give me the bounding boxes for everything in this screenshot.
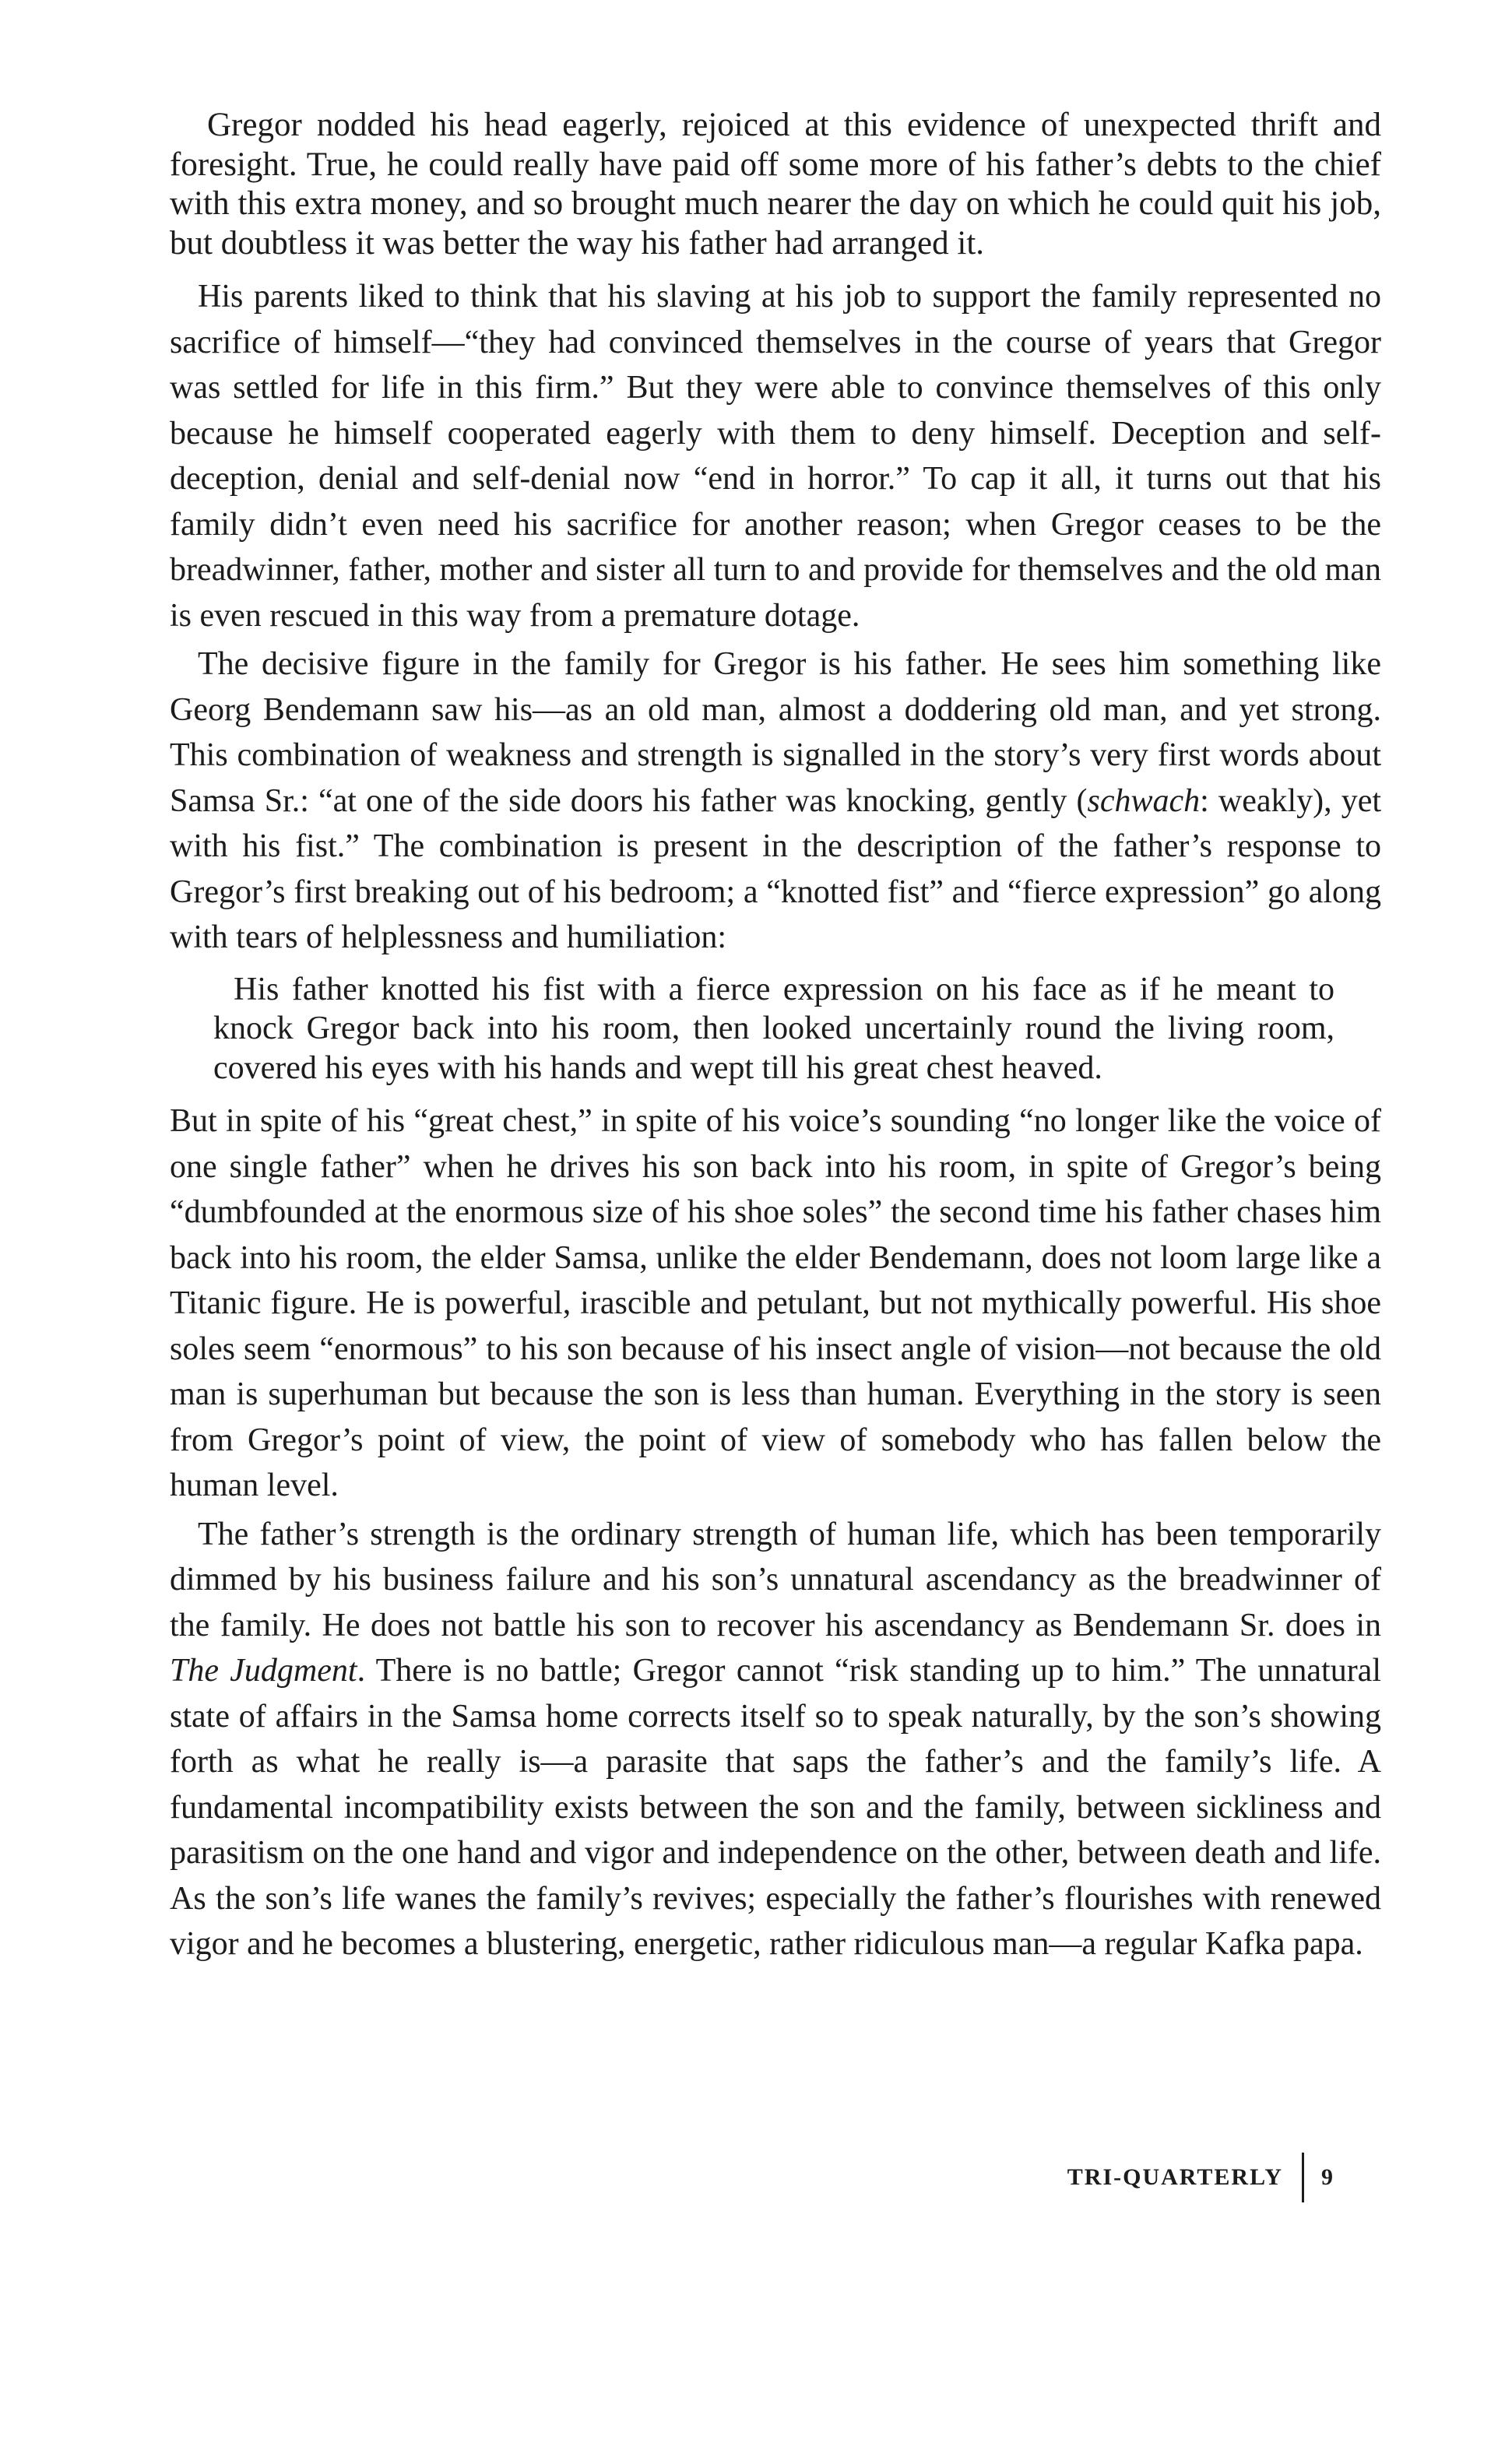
page-number: 9: [1321, 2164, 1334, 2190]
paragraph-2-text: His parents liked to think that his slaving at his job to support the family represented no sacrifice of himself—“they had convinced themselves in the course of years that Gregor was settled for life in this firm.” But they were able to convince themselves of this only because he himself cooperated eagerly with them to deny himself. Deception and self-deception, denial and self-denial now “end in horror.” To cap it all, it turns out that his family didn’t even need his sacrifice for another reason; when Gregor ceases to be the breadwinner, father, mother and sister all turn to and provide for themselves and the old man is even rescued in this way from a premature dotage.: [170, 279, 1381, 634]
paragraph-2: [170, 274, 1381, 638]
paragraph-5-text-a: The father’s strength is the ordinary strength of human life, which has been temporarily dimmed by his business failure and his son’s unnatural ascendancy as the breadwinner of the family. He does not battle his son to recover his ascendancy as Bendemann Sr. does in: [170, 1516, 1381, 1643]
paragraph-5-text-b: . There is no battle; Gregor cannot “risk standing up to him.” The unnatural state of affairs in the Samsa home corrects itself so to speak naturally, by the son’s showing forth as what he really is—a parasite that saps the father’s and the family’s life. A fundamental incompatibility exists between the son and the family, between sickliness and parasitism on the one hand and vigor and independence on the other, between death and life. As the son’s life wanes the family’s revives; especially the father’s flourishes with renewed vigor and he becomes a blustering, energetic, rather ridiculous man—a regular Kafka papa.: [170, 1653, 1381, 1962]
paragraph-1-text: Gregor nodded his head eagerly, rejoiced at this evidence of unexpected thrift and foresight. True, he could really have paid off some more of his father’s debts to the chief with this extra money, and so brought much nearer the day on which he could quit his job, but doubtless it was better the way his father had arranged it.: [170, 107, 1381, 262]
block-quote: [213, 970, 1334, 1088]
paragraph-3-text-a: The decisive figure in the family for Gregor is his father. He sees him something like Georg Bendemann saw his—as an old man, almost a doddering old man, and yet strong. This combination of weakness and strength is signalled in the story’s very first words about Samsa Sr.: “at one of the side doors his father was knocking, gently (: [170, 646, 1381, 819]
paragraph-4-text: But in spite of his “great chest,” in spite of his voice’s sounding “no longer like the voice of one single father” when he drives his son back into his room, in spite of Gregor’s being “dumbfounded at the enormous size of his shoe soles” the second time his father chases him back into his room, the elder Samsa, unlike the elder Bendemann, does not loom large like a Titanic figure. He is powerful, irascible and petulant, but not mythically powerful. His shoe soles seem “enormous” to his son because of his insect angle of vision—not because the old man is superhuman but because the son is less than human. Everything in the story is seen from Gregor’s point of view, the point of view of somebody who has fallen below the human level.: [170, 1103, 1381, 1503]
footer-divider: [1302, 2153, 1304, 2202]
article-body: [170, 106, 1381, 1970]
paragraph-5: [170, 1512, 1381, 1967]
paragraph-1: [170, 106, 1381, 263]
paragraph-3: [170, 641, 1381, 961]
block-quote-text: His father knotted his fist with a fierce expression on his face as if he meant to knock Gregor back into his room, then looked uncertainly round the living room, covered his eyes with his hands and wept till his great chest heaved.: [213, 971, 1334, 1086]
page-footer: [1067, 2153, 1334, 2202]
journal-name: TRI-QUARTERLY: [1067, 2164, 1283, 2190]
paragraph-4: [170, 1098, 1381, 1509]
paragraph-3-italic-schwach: schwach: [1087, 782, 1201, 819]
paragraph-3-text-b: : weakly), yet with his fist.” The combination is present in the description of the father’s response to Gregor’s first breaking out of his bedroom; a “knotted fist” and “fierce expression” go along with tears of helplessness and humiliation:: [170, 782, 1382, 955]
paragraph-5-italic-title: The Judgment: [170, 1653, 357, 1689]
